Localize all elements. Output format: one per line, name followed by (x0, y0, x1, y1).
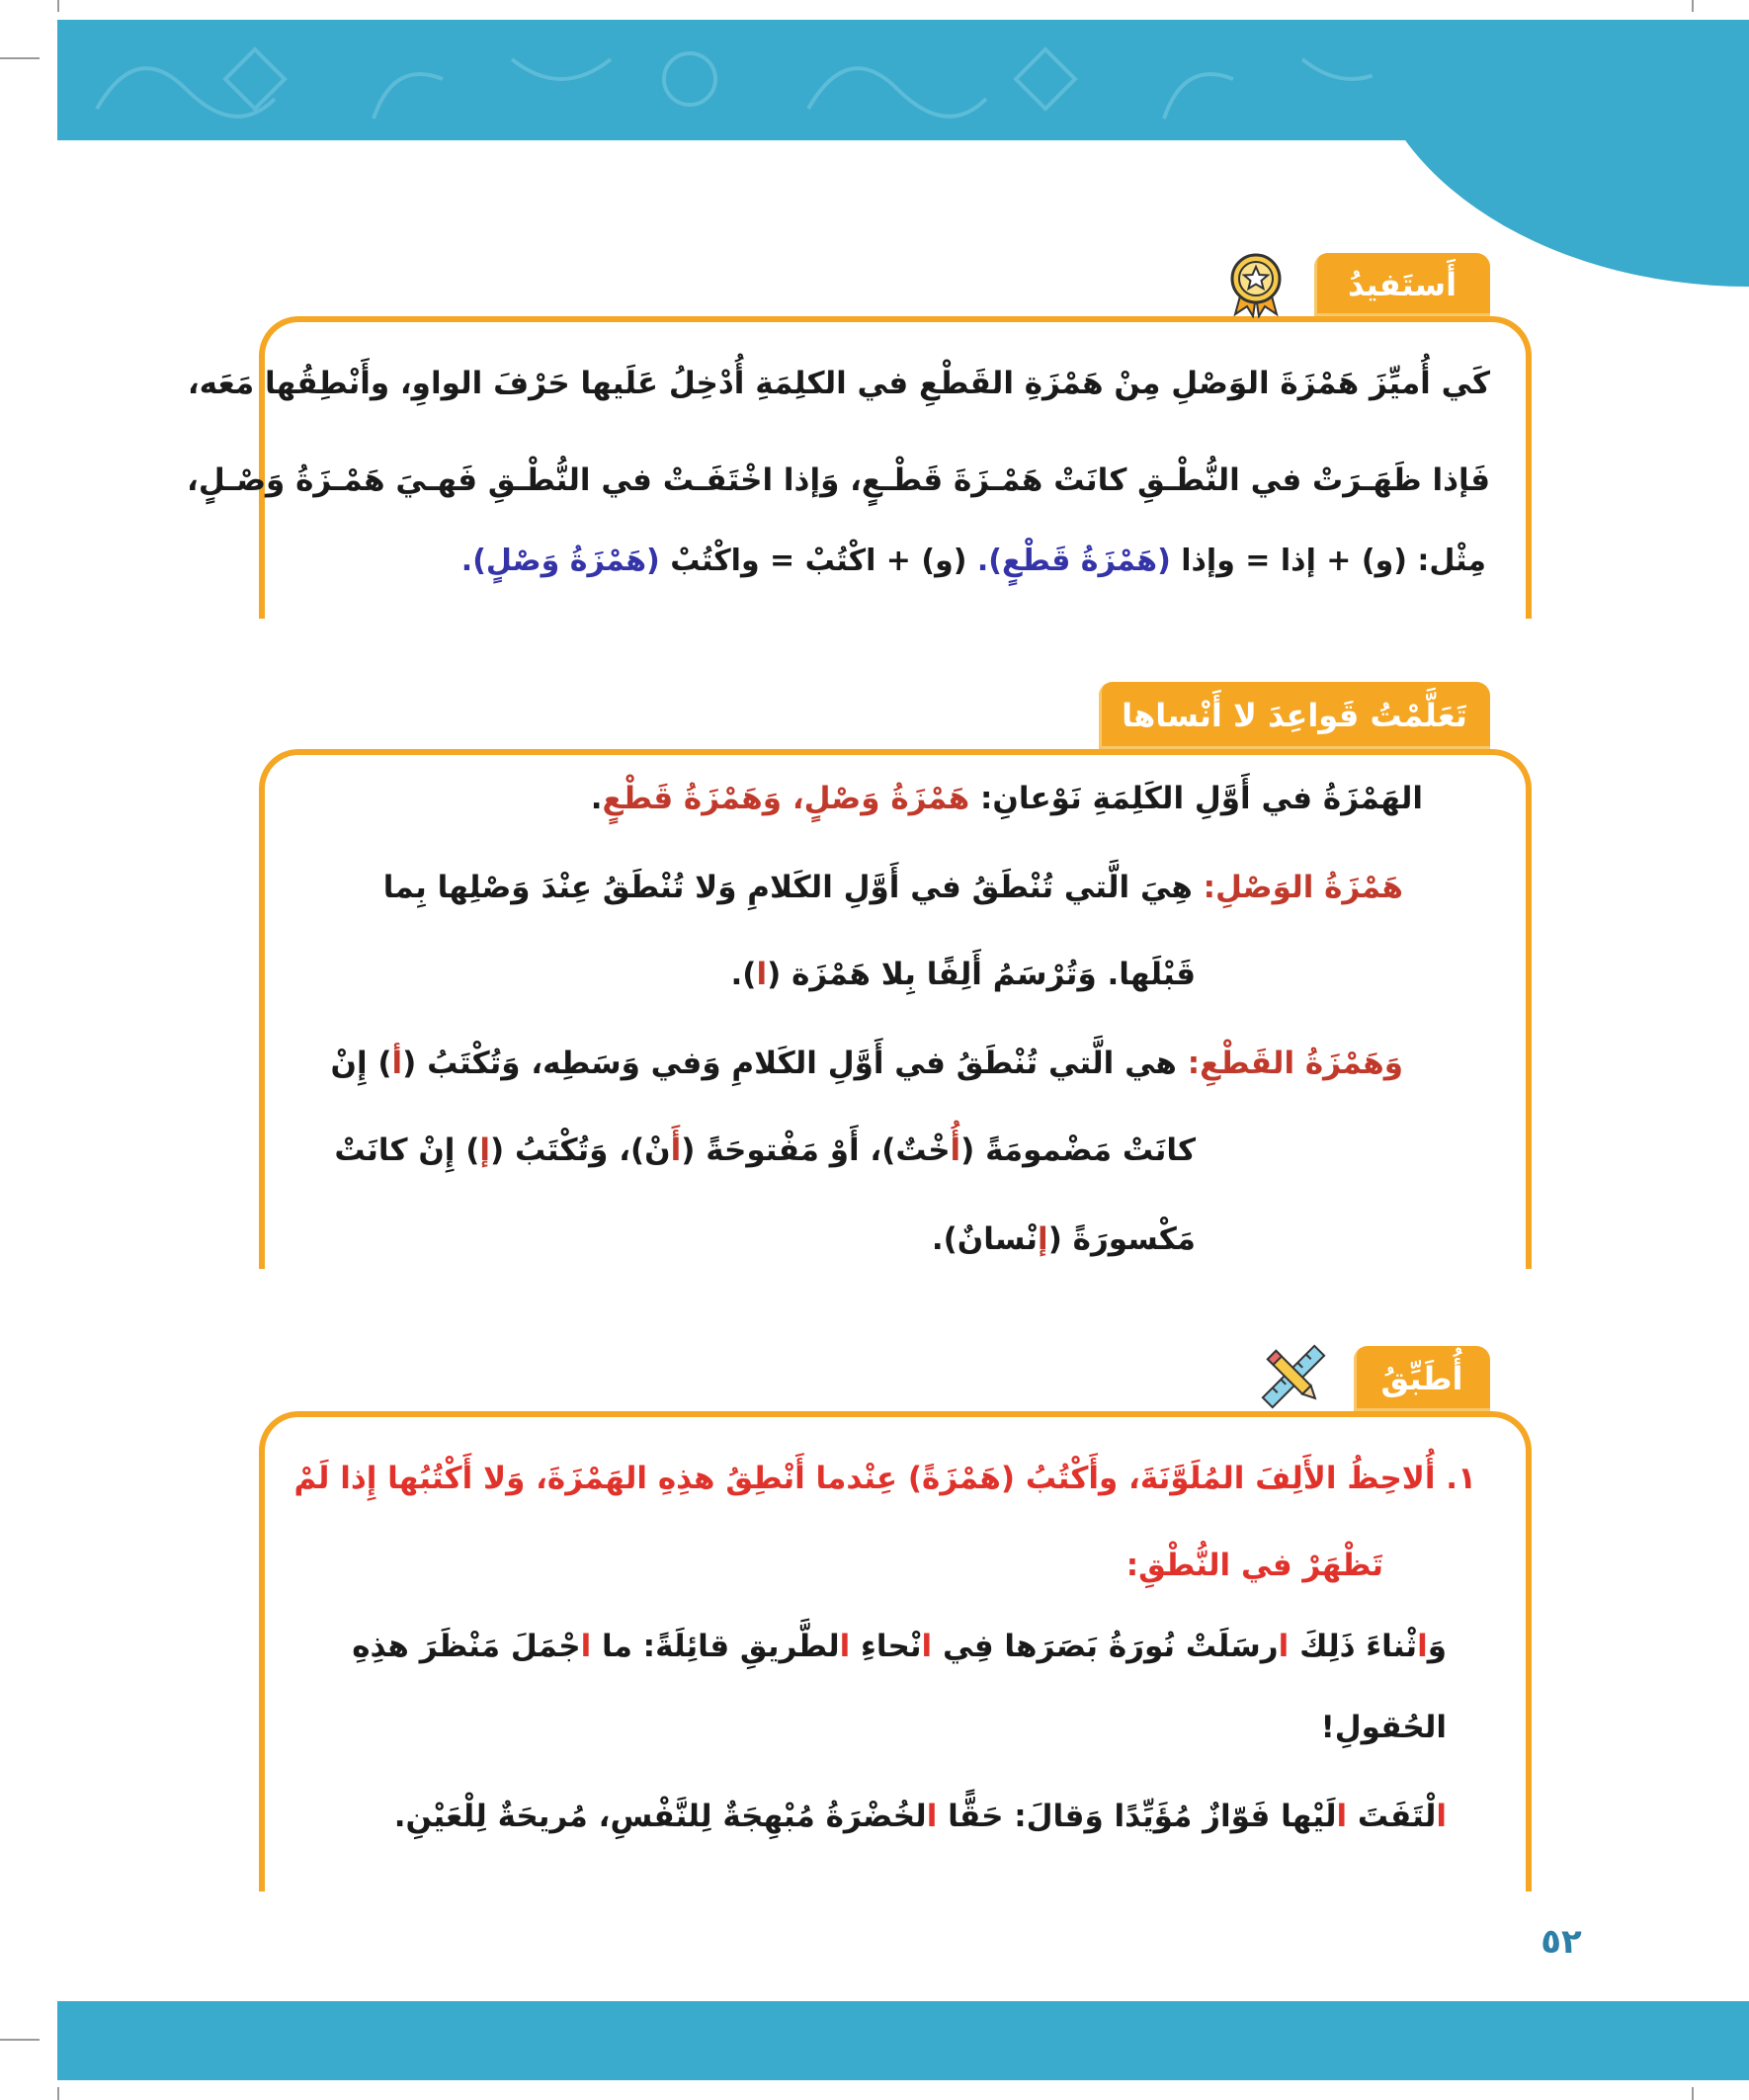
p1-c: رسَلَتْ نُورَةُ بَصَرَها فِي (932, 1629, 1279, 1664)
question-1-line-1: ١. أُلاحِظُ الأَلِفَ المُلَوَّنَةَ، وأَكْتُبُ (هَمْزَةً) عِنْدما أَنْطِقُ هذِهِ الهَمْزَةَ، وَلا أَكْتُبُها إِذا لَمْ (293, 1461, 1476, 1496)
qat-def-2c: نْ)، وَتُكْتَبُ ( (490, 1133, 671, 1168)
benefit-line-2: فَإذا ظَهَـرَتْ في النُّطْـقِ كانَتْ هَمْـزَةَ قَطْـعٍ، وَإذا اخْتَفَـتْ في النُّطْـقِ فَهـيَ هَمْـزَةُ وَصْـلٍ، (187, 462, 1490, 498)
p1-alif-5: ا (580, 1629, 592, 1664)
qat-def-1-end: ) إِنْ (330, 1046, 392, 1081)
qat-hamza-insan: إ (1038, 1221, 1048, 1257)
p1-a: وَ (1427, 1629, 1447, 1664)
passage-line-3 (394, 1799, 1447, 1834)
rule-type-wasl: هَمْزَةُ وَصْلٍ (803, 781, 970, 816)
rules-panel (259, 749, 1532, 1269)
p1-e: لطَّريقِ قائِلَةً: ما (591, 1629, 840, 1664)
wasl-def-2: قَبْلَها. وَتُرْسَمُ أَلِفًا بِلا هَمْزَة ( (767, 957, 1196, 992)
example-1: مِثْل: (و) + إذا = وإذا (1170, 544, 1486, 578)
rule-conjunction: ، وَ (762, 781, 804, 816)
benefit-line-3 (461, 544, 1486, 578)
wasl-def-1: هِيَ الَّتي تُنْطَقُ في أَوَّلِ الكَلامِ وَلا تُنْطَقُ عِنْدَ وَصْلِها بِما (382, 870, 1204, 905)
header-wave (1364, 20, 1749, 287)
pencil-ruler-icon (1259, 1344, 1328, 1409)
rules-title (1099, 682, 1490, 749)
wasl-def-2-end: ). (730, 957, 757, 992)
p1-alif-2: ا (1278, 1629, 1290, 1664)
apply-title (1354, 1346, 1490, 1411)
rule-end: . (590, 781, 603, 816)
qat-def-2a: كانَتْ مَضْمومَةً ( (960, 1133, 1196, 1168)
p1-alif-3: ا (921, 1629, 933, 1664)
qat-alif: أ (391, 1046, 403, 1081)
p3-alif-1: ا (1436, 1799, 1447, 1834)
passage-line-1 (352, 1629, 1447, 1664)
star-badge-icon (1223, 249, 1289, 318)
benefit-line-1: كَي أُميِّزَ هَمْزَةَ الوَصْلِ مِنْ هَمْزَةِ القَطْعِ في الكلِمَةِ أُدْخِلُ عَلَيها حَرْفَ الواوِ، وأَنْطِقُها مَعَه، (187, 366, 1490, 401)
crop-mark (57, 0, 59, 12)
apply-title-text: أُطَبِّقُ (1380, 1360, 1463, 1397)
p1-alif-1: ا (1417, 1629, 1428, 1664)
p1-alif-4: ا (839, 1629, 851, 1664)
p3-c: لخُضْرَةُ مُبْهِجَةٌ لِلنَّفْسِ، مُريحَةٌ لِلْعَيْنِ. (393, 1799, 927, 1834)
crop-mark (0, 2039, 40, 2041)
p3-alif-3: ا (926, 1799, 938, 1834)
rules-line-2 (383, 870, 1403, 905)
label-qat: (هَمْزَةُ قَطْعٍ). (976, 544, 1171, 578)
question-1-line-2: تَظْهَرْ في النُّطْقِ: (1125, 1548, 1383, 1583)
rules-title-text: تَعَلَّمْتُ قَواعِدَ لا أَنْساها (1122, 697, 1467, 734)
crop-mark (57, 2087, 59, 2100)
rule-type-qat: هَمْزَةُ قَطْعٍ (602, 781, 763, 816)
rules-intro: الهَمْزَةُ في أَوَّلِ الكَلِمَةِ نَوْعانِ: (969, 781, 1423, 816)
crop-mark (0, 57, 40, 59)
qat-hamza-kasra: إ (479, 1133, 491, 1168)
wasl-alif: ا (756, 957, 768, 992)
page-number: ٥٢ (1541, 1922, 1582, 1962)
p3-b: لَيْها فَوّازٌ مُؤَيِّدًا وَقالَ: حَقًّا (937, 1799, 1337, 1834)
qat-def-3a: مَكْسورَةً ( (1047, 1221, 1196, 1257)
p1-f: جْمَلَ مَنْظَرَ هذِهِ (352, 1629, 581, 1664)
rules-line-6 (932, 1221, 1196, 1257)
footer-band (57, 2001, 1749, 2080)
label-wasl: (هَمْزَةُ وَصْلٍ). (460, 544, 660, 578)
qat-hamza-damma: أُ (950, 1133, 961, 1168)
crop-mark (1692, 2087, 1694, 2100)
rules-line-4 (330, 1046, 1403, 1081)
qat-def-1: هي الَّتي تُنْطَقُ في أَوَّلِ الكَلامِ وَفي وَسَطِه، وَتُكْتَبُ ( (402, 1046, 1188, 1081)
p1-b: ثْناءَ ذَلِكَ (1289, 1629, 1418, 1664)
qat-def-3b: نْسانٌ). (931, 1221, 1039, 1257)
passage-line-2: الحُقولِ! (1320, 1710, 1447, 1745)
rules-line-5 (334, 1133, 1196, 1168)
p3-alif-2: ا (1336, 1799, 1348, 1834)
qat-label: وَهَمْزَةُ القَطْعِ: (1187, 1046, 1403, 1081)
p3-a: لْتَفَتَ (1347, 1799, 1437, 1834)
qat-def-2b: خْتٌ)، أَوْ مَفْتوحَةً ( (681, 1133, 951, 1168)
benefit-title-text: أَستَفيدُ (1347, 266, 1458, 303)
rules-line-1 (591, 781, 1423, 816)
qat-hamza-fatha: أَ (670, 1133, 682, 1168)
p1-d: نْحاءِ (850, 1629, 922, 1664)
rules-line-3 (731, 957, 1196, 992)
wasl-label: هَمْزَةُ الوَصْلِ: (1203, 870, 1403, 905)
example-2: (و) + اكْتُبْ = واكْتُبْ (659, 544, 977, 578)
qat-def-2d: ) إِنْ كانَتْ (334, 1133, 480, 1168)
benefit-title (1314, 253, 1490, 316)
crop-mark (1692, 0, 1694, 12)
